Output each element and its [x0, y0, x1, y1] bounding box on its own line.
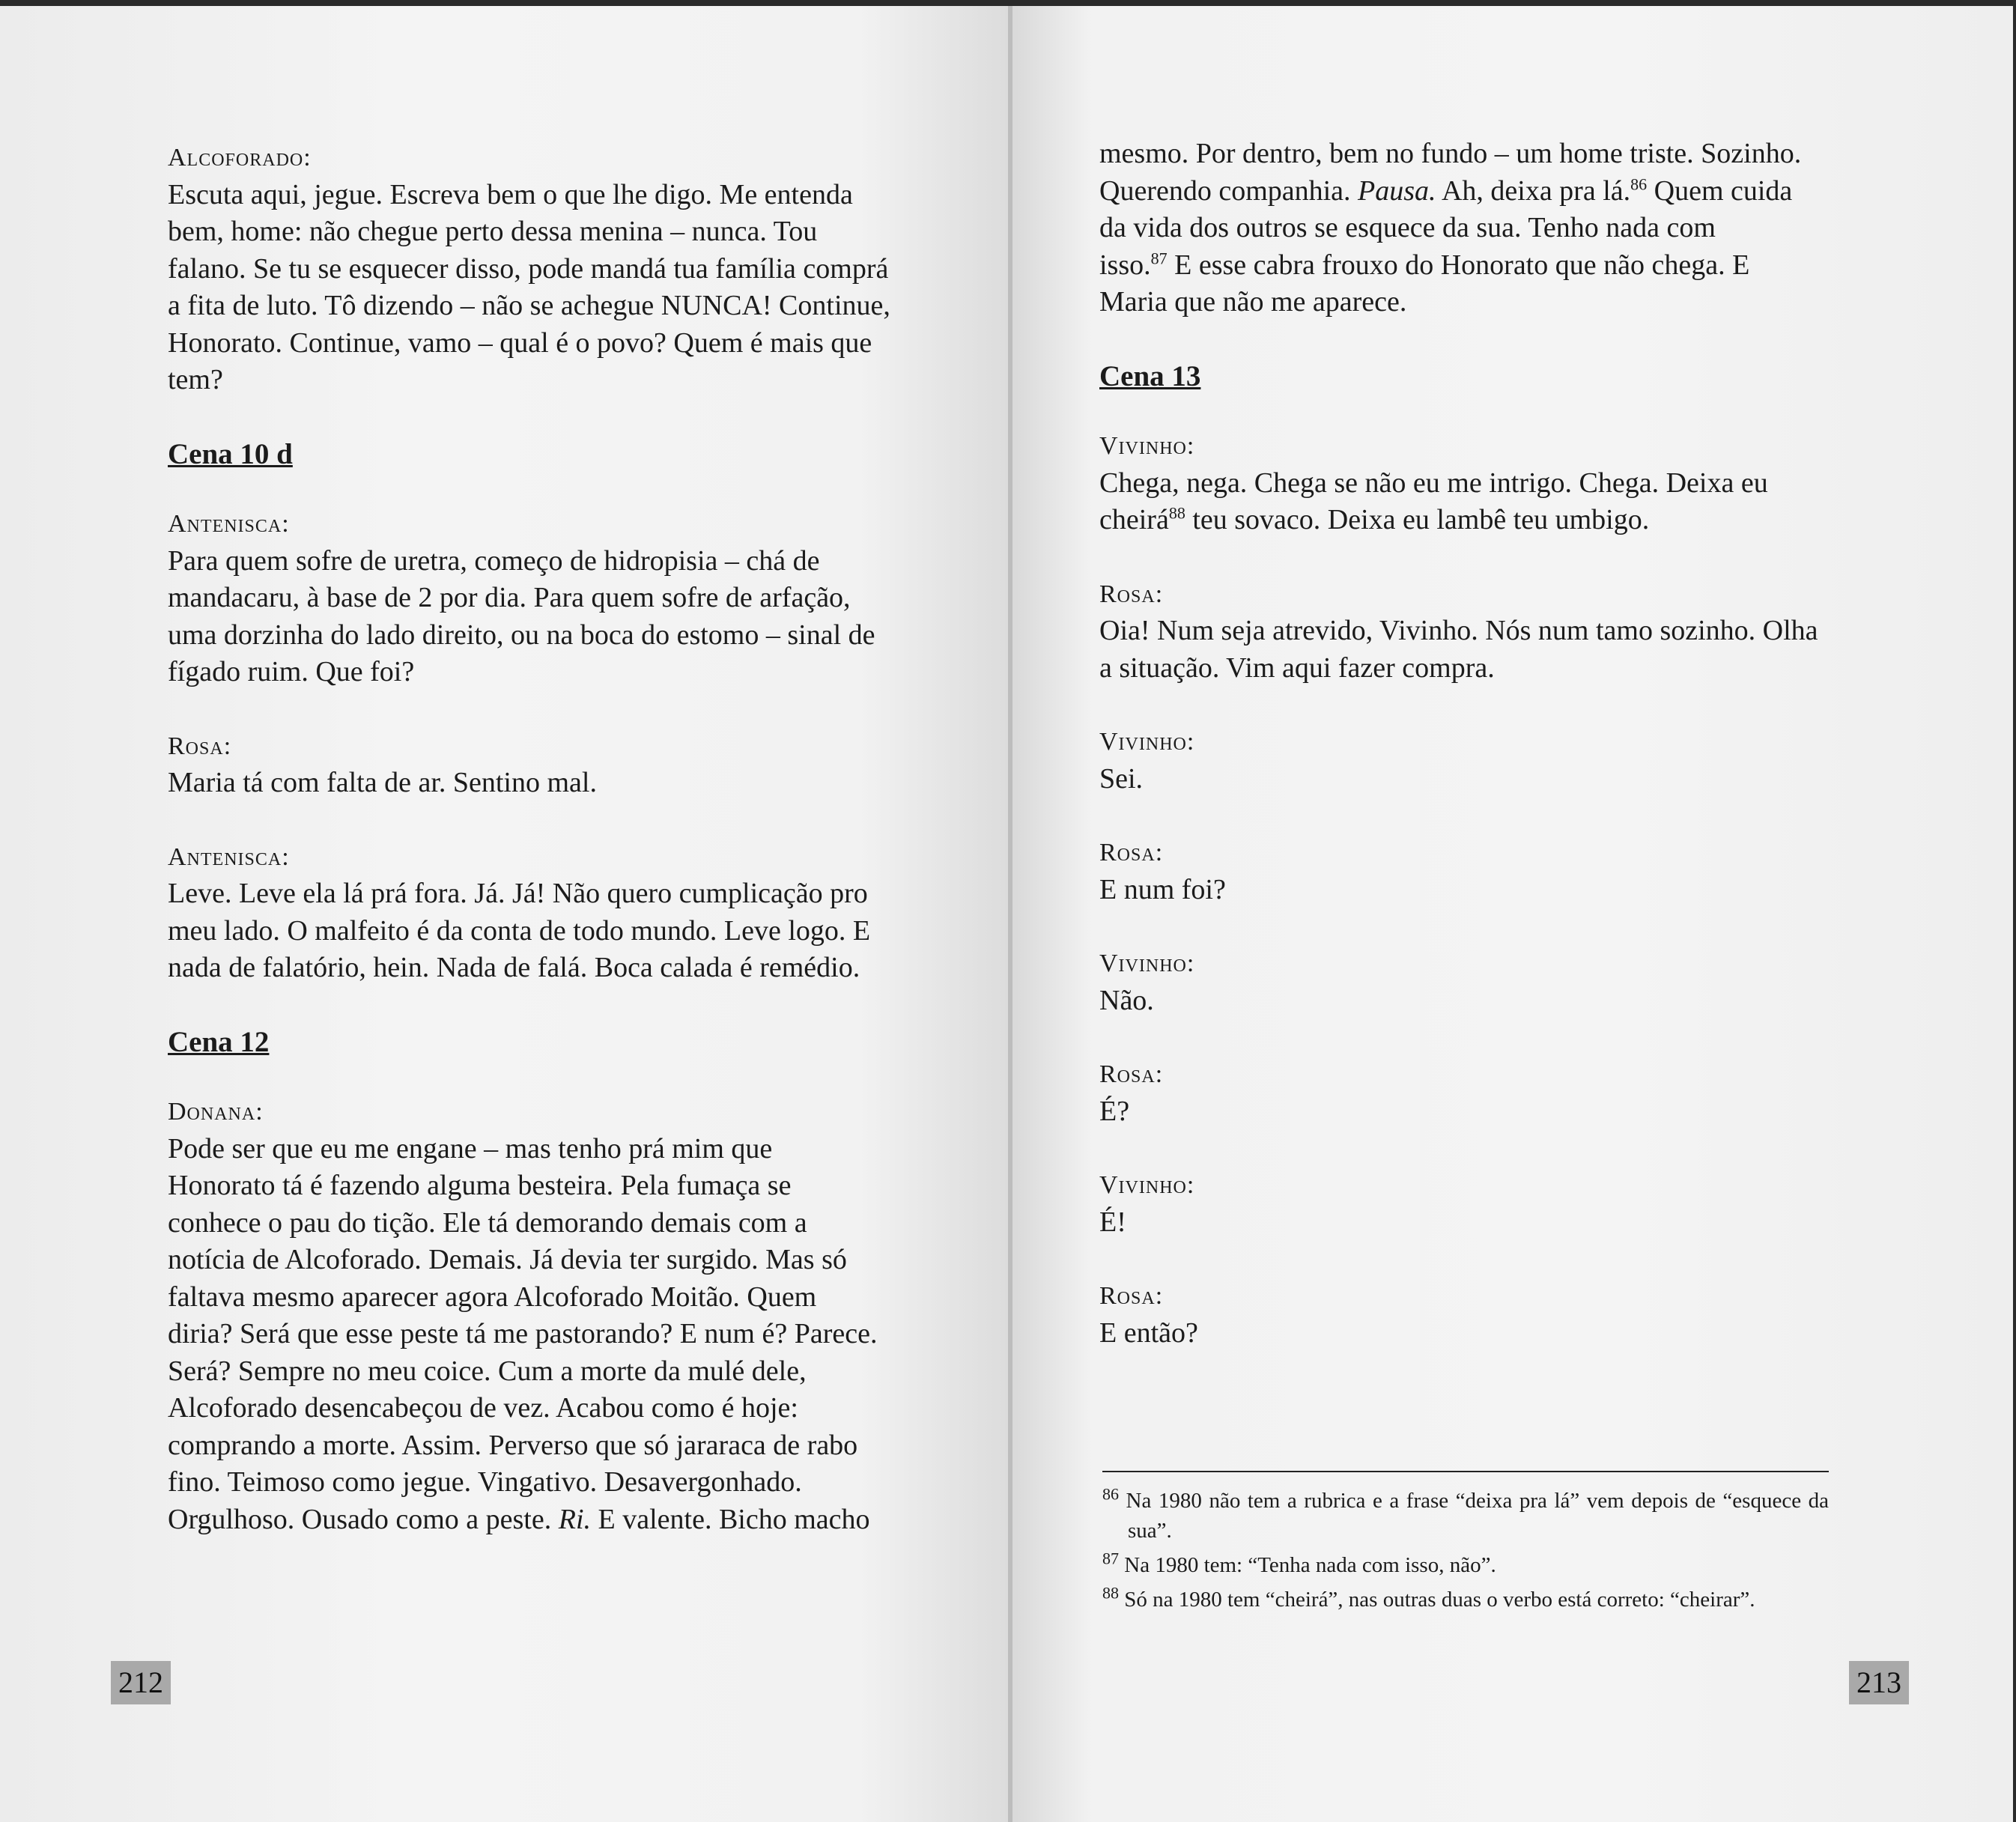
dialogue-line: Leve. Leve ela lá prá fora. Já. Já! Não quero cumplicação pro: [168, 878, 868, 909]
speaker-name: Vivinho:: [1099, 432, 1195, 460]
dialogue-line: E num foi?: [1099, 873, 1226, 905]
speech-block: [1099, 1278, 1854, 1352]
right-page-text: [1099, 136, 1854, 1388]
dialogue-line: Não.: [1099, 984, 1154, 1016]
speaker-name: Rosa:: [1099, 839, 1164, 866]
left-page: [0, 6, 1009, 1822]
page-number-left: 212: [111, 1661, 171, 1704]
speaker-name: Antenisca:: [168, 510, 290, 538]
dialogue-line: Chega, nega. Chega se não eu me intrigo. Chega. Deixa eu: [1099, 467, 1768, 499]
dialogue-line: É?: [1099, 1095, 1130, 1127]
right-page: [1012, 6, 2013, 1822]
dialogue-line: a situação. Vim aqui fazer compra.: [1099, 652, 1495, 684]
dialogue-line: mesmo. Por dentro, bem no fundo – um home triste. Sozinho.: [1099, 138, 1802, 169]
footnote-number: 86: [1102, 1484, 1119, 1504]
footnote-ref: 87: [1150, 248, 1168, 267]
footnote: $^{88}$ Só na 1980 tem “cheirá”, nas outras duas o verbo está correto: “cheirar”.: [1102, 1583, 1755, 1612]
speech-block: [168, 1093, 924, 1538]
footnote-ref: 88: [1168, 503, 1185, 523]
dialogue-line: isso.$^{87}$ E esse cabra frouxo do Honorato que não chega. E: [1099, 248, 1750, 281]
speech-block: [1099, 723, 1854, 798]
dialogue-line: Sei.: [1099, 762, 1144, 795]
speech-block: [1099, 834, 1854, 908]
dialogue-line: tem?: [168, 364, 223, 395]
dialogue-line: Maria tá com falta de ar. Sentino mal.: [168, 767, 597, 798]
footnote: $^{87}$ Na 1980 tem: “Tenha nada com isso, não”.: [1102, 1549, 1496, 1577]
speech-block: [168, 505, 924, 691]
left-page-text: [168, 139, 924, 1575]
dialogue-line: Querendo companhia. Pausa. Ah, deixa pra lá.$^{86}$ Quem cuida: [1099, 174, 1793, 207]
dialogue-line: Escuta aqui, jegue. Escreva bem o que lhe digo. Me entenda: [168, 178, 853, 210]
dialogue-line: Maria que não me aparece.: [1099, 286, 1407, 318]
speaker-name: Rosa:: [1099, 1060, 1164, 1088]
speech-block: [1099, 136, 1854, 321]
footnote-number: 88: [1102, 1583, 1119, 1603]
scene-title: Cena 10 d: [168, 437, 293, 470]
dialogue-line: É!: [1099, 1206, 1126, 1238]
dialogue-line: notícia de Alcoforado. Demais. Já devia ter surgido. Mas só: [168, 1244, 847, 1275]
scene-title: Cena 13: [1099, 359, 1201, 392]
speech-block: [168, 139, 924, 399]
dialogue-line: bem, home: não chegue perto dessa menina – nunca. Tou: [168, 216, 818, 247]
dialogue-line: meu lado. O malfeito é da conta de todo mundo. Leve logo. E: [168, 914, 871, 947]
dialogue-line: diria? Será que esse peste tá me pastorando? E num é? Parece.: [168, 1318, 878, 1349]
scene-title: Cena 12: [168, 1025, 270, 1058]
footnote: $^{86}$ Na 1980 não tem a rubrica e a frase “deixa pra lá” vem depois de “esquece da sua”.: [1102, 1484, 1829, 1543]
speech-block: [1099, 1056, 1854, 1130]
dialogue-line: comprando a morte. Assim. Perverso que só jararaca de rabo: [168, 1429, 858, 1461]
dialogue-line: Oia! Num seja atrevido, Vivinho. Nós num tamo sozinho. Olha: [1099, 615, 1818, 646]
dialogue-line: Será? Sempre no meu coice. Cum a morte da mulé dele,: [168, 1355, 807, 1387]
stage-direction: Pausa.: [1358, 174, 1436, 207]
footnote-ref: 86: [1630, 174, 1648, 193]
dialogue-line: mandacaru, à base de 2 por dia. Para quem sofre de arfação,: [168, 582, 851, 613]
speaker-name: Alcoforado:: [168, 144, 312, 171]
dialogue-line: da vida dos outros se esquece da sua. Tenho nada com: [1099, 212, 1716, 243]
speaker-name: Rosa:: [1099, 1282, 1164, 1310]
dialogue-line: cheirá$^{88}$ teu sovaco. Deixa eu lambê teu umbigo.: [1099, 503, 1650, 535]
dialogue-line: Orgulhoso. Ousado como a peste. Ri. E valente. Bicho macho: [168, 1503, 870, 1535]
speaker-name: Rosa:: [168, 732, 232, 760]
dialogue-line: uma dorzinha do lado direito, ou na boca do estomo – sinal de: [168, 619, 875, 651]
speaker-name: Vivinho:: [1099, 1171, 1195, 1199]
dialogue-line: fino. Teimoso como jegue. Vingativo. Desavergonhado.: [168, 1466, 802, 1498]
speaker-name: Donana:: [168, 1098, 264, 1126]
footnotes: [1102, 1471, 1829, 1619]
dialogue-line: falano. Se tu se esquecer disso, pode mandá tua família comprá: [168, 252, 889, 285]
speaker-name: Rosa:: [1099, 580, 1164, 608]
speaker-name: Vivinho:: [1099, 728, 1195, 756]
speaker-name: Antenisca:: [168, 842, 290, 871]
dialogue-line: nada de falatório, hein. Nada de falá. Boca calada é remédio.: [168, 952, 860, 983]
dialogue-line: Honorato tá é fazendo alguma besteira. Pela fumaça se: [168, 1170, 792, 1201]
dialogue-line: Alcoforado desencabeçou de vez. Acabou como é hoje:: [168, 1392, 798, 1424]
page-number-right: 213: [1849, 1661, 1909, 1704]
dialogue-line: conhece o pau do tição. Ele tá demorando demais com a: [168, 1206, 807, 1239]
speech-block: [1099, 428, 1854, 539]
dialogue-line: a fita de luto. Tô dizendo – não se achegue NUNCA! Continue,: [168, 290, 890, 321]
speech-block: [1099, 945, 1854, 1019]
dialogue-line: fígado ruim. Que foi?: [168, 656, 415, 687]
dialogue-line: faltava mesmo aparecer agora Alcoforado Moitão. Quem: [168, 1281, 817, 1313]
dialogue-line: Honorato. Continue, vamo – qual é o povo? Quem é mais que: [168, 327, 872, 359]
speech-block: [168, 839, 924, 987]
speech-block: [1099, 1167, 1854, 1241]
dialogue-line: E então?: [1099, 1317, 1198, 1349]
speech-block: [168, 728, 924, 802]
footnote-number: 87: [1102, 1549, 1119, 1568]
stage-direction: Ri.: [558, 1503, 592, 1535]
speech-block: [1099, 576, 1854, 687]
dialogue-line: Pode ser que eu me engane – mas tenho prá mim que: [168, 1132, 773, 1164]
speaker-name: Vivinho:: [1099, 950, 1195, 977]
dialogue-line: Para quem sofre de uretra, começo de hidropisia – chá de: [168, 544, 820, 577]
